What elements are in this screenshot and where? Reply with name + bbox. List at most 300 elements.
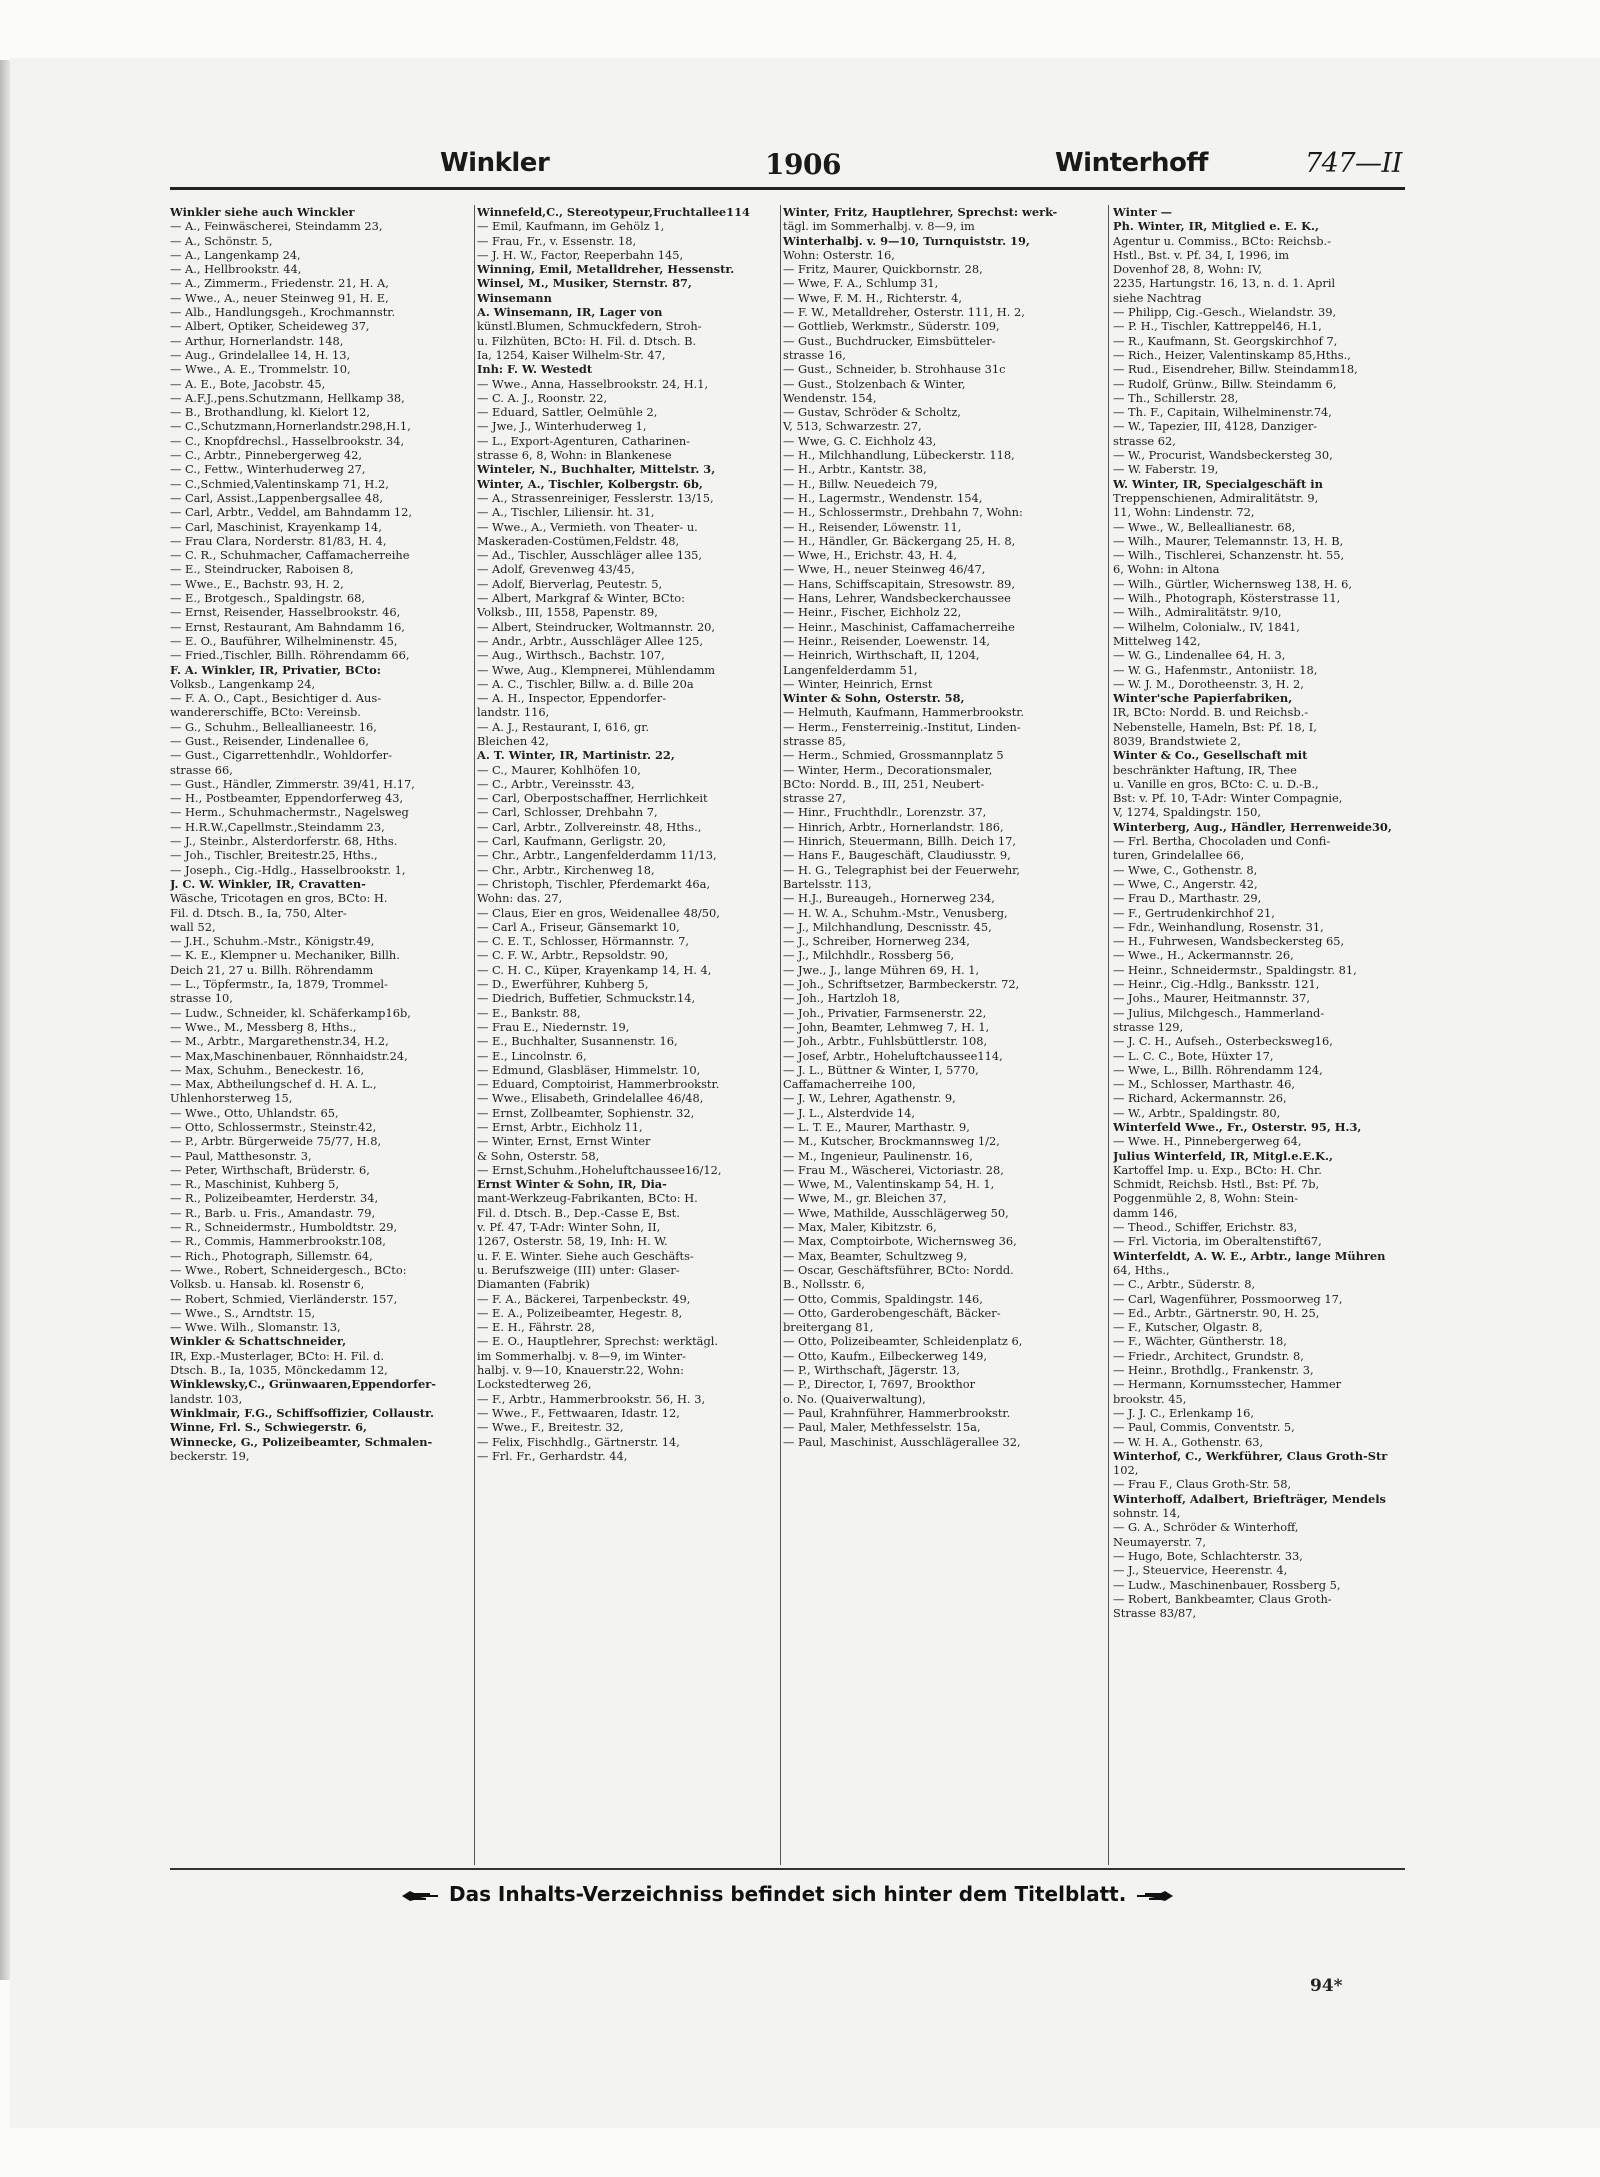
- directory-entry: — L., Export-Agenturen, Catharinen-: [477, 433, 691, 448]
- directory-entry: — Albert, Optiker, Scheideweg 37,: [170, 319, 370, 334]
- directory-entry: brookstr. 45,: [1113, 1391, 1187, 1406]
- directory-entry: — Gust., Schneider, b. Strohhause 31c: [783, 362, 1006, 377]
- directory-entry: — G., Schuhm., Belleallianeestr. 16,: [170, 719, 377, 734]
- directory-entry: — Max, Beamter, Schultzweg 9,: [783, 1248, 967, 1263]
- directory-entry: — F. W., Metalldreher, Osterstr. 111, H. 2,: [783, 305, 1025, 320]
- directory-entry: — Gust., Reisender, Lindenallee 6,: [170, 733, 370, 748]
- directory-entry: — Julius, Milchgesch., Hammerland-: [1113, 1005, 1325, 1020]
- directory-entry: — R., Maschinist, Kuhberg 5,: [170, 1177, 339, 1192]
- directory-entry: — A., Langenkamp 24,: [170, 247, 301, 262]
- directory-entry: — Max, Abtheilungschef d. H. A. L.,: [170, 1077, 377, 1092]
- pointing-hand-right-icon: [400, 1888, 442, 1904]
- directory-entry: Strasse 83/87,: [1113, 1606, 1197, 1621]
- directory-entry: — Heinr., Brothdlg., Frankenstr. 3,: [1113, 1363, 1314, 1378]
- directory-entry: — Frau F., Claus Groth-Str. 58,: [1113, 1477, 1292, 1492]
- directory-entry: strasse 62,: [1113, 433, 1176, 448]
- directory-entry: — Jwe, J., Winterhuderweg 1,: [477, 419, 647, 434]
- directory-entry: — H. G., Telegraphist bei der Feuerwehr,: [783, 862, 1020, 877]
- directory-entry: — Hermann, Kornumsstecher, Hammer: [1113, 1377, 1342, 1392]
- directory-entry: — Adolf, Grevenweg 43/45,: [477, 562, 635, 577]
- directory-entry: Maskeraden-Costümen,Feldstr. 48,: [477, 533, 680, 548]
- directory-entry: — P., Wirthschaft, Jägerstr. 13,: [783, 1363, 960, 1378]
- directory-entry: — F., Wächter, Güntherstr. 18,: [1113, 1334, 1287, 1349]
- directory-entry: — J. C. H., Aufseh., Osterbecksweg16,: [1113, 1034, 1333, 1049]
- directory-entry: — Wilh., Maurer, Telemannstr. 13, H. B,: [1113, 533, 1344, 548]
- directory-entry: — Andr., Arbtr., Ausschläger Allee 125,: [477, 633, 703, 648]
- header-right-keyword: Winterhoff: [1055, 148, 1208, 178]
- directory-entry: Inh: F. W. Westedt: [477, 362, 593, 377]
- directory-entry: — L. T. E., Maurer, Marthastr. 9,: [783, 1120, 970, 1134]
- directory-entry: — Emil, Kaufmann, im Gehölz 1,: [477, 219, 665, 234]
- directory-entry: — Wwe, C., Gothenstr. 8,: [1113, 862, 1258, 877]
- directory-entry: — Wwe., F., Fettwaaren, Idastr. 12,: [477, 1405, 680, 1420]
- column-2: [477, 205, 777, 1463]
- directory-entry: — Eduard, Sattler, Oelmühle 2,: [477, 405, 658, 420]
- directory-entry: Winterfeldt, A. W. E., Arbtr., lange Mühren: [1113, 1248, 1386, 1263]
- directory-entry: Winnecke, G., Polizeibeamter, Schmalen-: [170, 1434, 433, 1449]
- directory-entry: — C. E. T., Schlosser, Hörmannstr. 7,: [477, 934, 690, 949]
- directory-entry: — C. R., Schuhmacher, Caffamacherreihe: [170, 548, 410, 563]
- directory-entry: Caffamacherreihe 100,: [783, 1077, 916, 1092]
- directory-entry: — Rich., Heizer, Valentinskamp 85,Hths.,: [1113, 347, 1351, 362]
- directory-entry: Bartelsstr. 113,: [783, 876, 872, 891]
- directory-entry: — Paul, Krahnführer, Hammerbrookstr.: [783, 1405, 1011, 1420]
- directory-entry: — Heinr., Maschinist, Caffamacherreihe: [783, 619, 1015, 634]
- directory-entry: Winter, A., Tischler, Kolbergstr. 6b,: [477, 476, 703, 491]
- directory-entry: — Wwe., A. E., Trommelstr. 10,: [170, 362, 351, 377]
- directory-entry: — H., Billw. Neuedeich 79,: [783, 476, 938, 491]
- directory-entry: — R., Kaufmann, St. Georgskirchhof 7,: [1113, 333, 1338, 348]
- directory-entry: — Ed., Arbtr., Gärtnerstr. 90, H. 25,: [1113, 1305, 1320, 1320]
- directory-entry: sohnstr. 14,: [1113, 1506, 1181, 1521]
- column-3: [783, 205, 1083, 1449]
- pointing-hand-left-icon: [1133, 1888, 1175, 1904]
- directory-entry: — Wwe., Anna, Hasselbrookstr. 24, H.1,: [477, 376, 709, 391]
- directory-entry: — Rudolf, Grünw., Billw. Steindamm 6,: [1113, 376, 1337, 391]
- directory-entry: — Carl, Arbtr., Zollvereinstr. 48, Hths.,: [477, 819, 702, 834]
- directory-entry: Deich 21, 27 u. Billh. Röhrendamm: [170, 962, 374, 977]
- directory-entry: Ernst Winter & Sohn, IR, Dia-: [477, 1177, 667, 1192]
- directory-entry: — Frau D., Marthastr. 29,: [1113, 891, 1262, 906]
- directory-entry: — Wilh., Tischlerei, Schanzenstr. ht. 55,: [1113, 548, 1345, 563]
- directory-entry: — A., Schönstr. 5,: [170, 233, 273, 248]
- directory-entry: — Wwe., H., Ackermannstr. 26,: [1113, 948, 1294, 963]
- directory-entry: Lockstedterweg 26,: [477, 1377, 592, 1392]
- directory-entry: Winterhoff, Adalbert, Briefträger, Mendels: [1113, 1491, 1386, 1506]
- directory-entry: — Frl. Fr., Gerhardstr. 44,: [477, 1448, 628, 1463]
- directory-entry: — J., Steinbr., Alsterdorferstr. 68, Hths.: [170, 834, 398, 849]
- directory-entry: u. Filzhüten, BCto: H. Fil. d. Dtsch. B.: [477, 333, 697, 348]
- directory-entry: Volksb., Langenkamp 24,: [170, 676, 316, 691]
- directory-entry: damm 146,: [1113, 1205, 1178, 1220]
- column-4: [1113, 205, 1423, 1620]
- directory-entry: — Hinrich, Arbtr., Hornerlandstr. 186,: [783, 819, 1004, 834]
- directory-entry: — Robert, Schmied, Vierländerstr. 157,: [170, 1291, 398, 1306]
- directory-entry: — Wwe., A., neuer Steinweg 91, H. E,: [170, 290, 389, 305]
- directory-entry: — A. C., Tischler, Billw. a. d. Bille 20a: [477, 676, 694, 691]
- directory-entry: — Wwe, F. M. H., Richterstr. 4,: [783, 290, 962, 305]
- printer-signature: 94*: [1310, 1976, 1343, 1996]
- directory-entry: A. Winsemann, IR, Lager von: [477, 305, 663, 320]
- directory-entry: — Otto, Polizeibeamter, Schleidenplatz 6,: [783, 1334, 1023, 1349]
- header-rule: [170, 187, 1405, 190]
- directory-entry: — E. H., Fährstr. 28,: [477, 1320, 596, 1335]
- directory-entry: — C., Maurer, Kohlhöfen 10,: [477, 762, 641, 777]
- directory-entry: — Wwe, Mathilde, Ausschlägerweg 50,: [783, 1205, 1009, 1220]
- directory-entry: — Paul, Maler, Methfesselstr. 15a,: [783, 1420, 981, 1435]
- directory-entry: — Robert, Bankbeamter, Claus Groth-: [1113, 1591, 1332, 1606]
- directory-entry: — J. W., Lehrer, Agathenstr. 9,: [783, 1091, 956, 1106]
- directory-entry: — Wwe, M., Valentinskamp 54, H. 1,: [783, 1177, 995, 1192]
- directory-entry: — Rud., Eisendreher, Billw. Steindamm18,: [1113, 362, 1358, 377]
- directory-entry: — E. O., Hauptlehrer, Sprechst: werktägl.: [477, 1334, 719, 1349]
- directory-entry: Uhlenhorsterweg 15,: [170, 1091, 293, 1106]
- directory-entry: BCto: Nordd. B., III, 251, Neubert-: [783, 776, 985, 791]
- footer-note: [400, 1882, 1160, 1906]
- directory-entry: — Wwe, H., neuer Steinweg 46/47,: [783, 562, 986, 577]
- directory-entry: — Rich., Photograph, Sillemstr. 64,: [170, 1248, 373, 1263]
- directory-entry: — Wwe. Wilh., Slomanstr. 13,: [170, 1320, 341, 1335]
- directory-entry: — P., Arbtr. Bürgerweide 75/77, H.8,: [170, 1134, 382, 1149]
- directory-entry: — L., Töpfermstr., Ia, 1879, Trommel-: [170, 977, 388, 992]
- directory-entry: Winklewsky,C., Grünwaaren,Eppendorfer-: [170, 1377, 436, 1392]
- footer-rule: [170, 1868, 1405, 1870]
- column-divider: [474, 205, 475, 1865]
- directory-entry: — Wwe., M., Messberg 8, Hths.,: [170, 1019, 357, 1034]
- directory-entry: — E., Bankstr. 88,: [477, 1005, 581, 1020]
- directory-entry: Hstl., Bst. v. Pf. 34, I, 1996, im: [1113, 247, 1290, 262]
- directory-entry: — J. L., Alsterdvide 14,: [783, 1105, 915, 1120]
- directory-entry: — Gust., Händler, Zimmerstr. 39/41, H.17,: [170, 776, 415, 791]
- directory-entry: — D., Ewerführer, Kuhberg 5,: [477, 977, 649, 992]
- directory-entry: — Wwe, H., Erichstr. 43, H. 4,: [783, 548, 958, 563]
- directory-entry: — A., Feinwäscherei, Steindamm 23,: [170, 219, 383, 234]
- directory-entry: Bleichen 42,: [477, 733, 549, 748]
- directory-entry: — A. H., Inspector, Eppendorfer-: [477, 691, 667, 706]
- directory-entry: — Hugo, Bote, Schlachterstr. 33,: [1113, 1548, 1303, 1563]
- directory-entry: — C. F. W., Arbtr., Repsoldstr. 90,: [477, 948, 669, 963]
- directory-entry: Julius Winterfeld, IR, Mitgl.e.E.K.,: [1113, 1148, 1333, 1163]
- directory-entry: Winterhalbj. v. 9—10, Turnquiststr. 19,: [783, 233, 1030, 248]
- directory-entry: — Wwe., W., Belleallianestr. 68,: [1113, 519, 1296, 534]
- directory-entry: — M., Schlosser, Marthastr. 46,: [1113, 1077, 1295, 1092]
- directory-entry: Winterfeld Wwe., Fr., Osterstr. 95, H.3,: [1113, 1120, 1362, 1134]
- directory-entry: — H., Reisender, Löwenstr. 11,: [783, 519, 962, 534]
- column-1: [170, 205, 470, 1463]
- directory-entry: — Hans, Schiffscapitain, Stresowstr. 89,: [783, 576, 1015, 591]
- directory-entry: Agentur u. Commiss., BCto: Reichsb.-: [1113, 233, 1331, 248]
- directory-entry: — Aug., Grindelallee 14, H. 13,: [170, 347, 351, 362]
- directory-entry: — Ludw., Schneider, kl. Schäferkamp16b,: [170, 1005, 411, 1020]
- directory-entry: Winsel, M., Musiker, Sternstr. 87,: [477, 276, 692, 291]
- directory-entry: — Heinr., Fischer, Eichholz 22,: [783, 605, 962, 620]
- directory-entry: — Herm., Schmied, Grossmannplatz 5: [783, 748, 1004, 763]
- directory-entry: — Joh., Privatier, Farmsenerstr. 22,: [783, 1005, 987, 1020]
- directory-entry: Fil. d. Dtsch. B., Ia, 750, Alter-: [170, 905, 347, 920]
- directory-entry: Neumayerstr. 7,: [1113, 1534, 1206, 1549]
- directory-entry: IR, BCto: Nordd. B. und Reichsb.-: [1113, 705, 1309, 720]
- directory-entry: — E. A., Polizeibeamter, Hegestr. 8,: [477, 1305, 683, 1320]
- directory-entry: siehe Nachtrag: [1113, 290, 1202, 305]
- directory-entry: — K. E., Klempner u. Mechaniker, Billh.: [170, 948, 400, 963]
- directory-entry: — Ludw., Maschinenbauer, Rossberg 5,: [1113, 1577, 1341, 1592]
- directory-entry: Bst: v. Pf. 10, T-Adr: Winter Compagnie,: [1113, 791, 1343, 806]
- directory-entry: — C., Arbtr., Süderstr. 8,: [1113, 1277, 1256, 1292]
- directory-entry: IR, Exp.-Musterlager, BCto: H. Fil. d.: [170, 1348, 385, 1363]
- directory-entry: — Carl A., Friseur, Gänsemarkt 10,: [477, 919, 680, 934]
- directory-entry: Wäsche, Tricotagen en gros, BCto: H.: [170, 891, 388, 906]
- directory-entry: — Wwe., F., Breitestr. 32,: [477, 1420, 624, 1435]
- directory-entry: W. Winter, IR, Specialgeschäft in: [1113, 476, 1323, 491]
- directory-entry: 6, Wohn: in Altona: [1113, 562, 1220, 577]
- directory-entry: Winter & Sohn, Osterstr. 58,: [783, 691, 965, 706]
- directory-entry: — F. A., Bäckerei, Tarpenbeckstr. 49,: [477, 1291, 691, 1306]
- directory-entry: — Josef, Arbtr., Hoheluftchaussee114,: [783, 1048, 1003, 1063]
- directory-entry: — Hans, Lehrer, Wandsbeckerchaussee: [783, 591, 1011, 606]
- directory-entry: — Jwe., J., lange Mühren 69, H. 1,: [783, 962, 980, 977]
- directory-entry: & Sohn, Osterstr. 58,: [477, 1148, 600, 1163]
- directory-entry: Winter —: [1113, 205, 1173, 219]
- directory-entry: — Ernst, Arbtr., Eichholz 11,: [477, 1120, 643, 1134]
- directory-entry: — Paul, Maschinist, Ausschlägerallee 32,: [783, 1434, 1021, 1449]
- directory-entry: Volksb. u. Hansab. kl. Rosenstr 6,: [170, 1277, 365, 1292]
- directory-entry: — Felix, Fischhdlg., Gärtnerstr. 14,: [477, 1434, 680, 1449]
- directory-entry: Winter & Co., Gesellschaft mit: [1113, 748, 1308, 763]
- directory-entry: strasse 129,: [1113, 1019, 1184, 1034]
- directory-entry: Langenfelderdamm 51,: [783, 662, 918, 677]
- directory-entry: — H.J., Bureaugeh., Hornerweg 234,: [783, 891, 995, 906]
- directory-entry: — Joh., Hartzloh 18,: [783, 991, 900, 1006]
- directory-entry: künstl.Blumen, Schmuckfedern, Stroh-: [477, 319, 702, 334]
- directory-entry: u. Vanille en gros, BCto: C. u. D.-B.,: [1113, 776, 1319, 791]
- directory-entry: — E., Lincolnstr. 6,: [477, 1048, 587, 1063]
- directory-entry: u. Berufszweige (III) unter: Glaser-: [477, 1262, 680, 1277]
- directory-entry: Schmidt, Reichsb. Hstl., Bst: Pf. 7b,: [1113, 1177, 1320, 1192]
- directory-entry: — C.,Schutzmann,Hornerlandstr.298,H.1,: [170, 419, 411, 434]
- directory-entry: — Hans F., Baugeschäft, Claudiusstr. 9,: [783, 848, 1011, 863]
- header-left-keyword: Winkler: [440, 148, 550, 178]
- directory-entry: — Wwe. H., Pinnebergerweg 64,: [1113, 1134, 1302, 1149]
- directory-entry: — Frau Clara, Norderstr. 81/83, H. 4,: [170, 533, 387, 548]
- directory-entry: — Wwe., A., Vermieth. von Theater- u.: [477, 519, 698, 534]
- directory-entry: — Th. F., Capitain, Wilhelminenstr.74,: [1113, 405, 1332, 420]
- directory-entry: Winkler siehe auch Winckler: [170, 205, 355, 219]
- directory-entry: — Winter, Ernst, Ernst Winter: [477, 1134, 651, 1149]
- directory-entry: — Joh., Tischler, Breitestr.25, Hths.,: [170, 848, 378, 863]
- directory-entry: strasse 66,: [170, 762, 233, 777]
- directory-entry: — E., Buchhalter, Susannenstr. 16,: [477, 1034, 678, 1049]
- directory-entry: — Ernst, Reisender, Hasselbrookstr. 46,: [170, 605, 401, 620]
- directory-entry: — Carl, Arbtr., Veddel, am Bahndamm 12,: [170, 505, 413, 520]
- directory-entry: Winter, Fritz, Hauptlehrer, Sprechst: werk-: [783, 205, 1058, 219]
- directory-entry: — A., Tischler, Liliensir. ht. 31,: [477, 505, 655, 520]
- directory-entry: — Wwe, Aug., Klempnerei, Mühlendamm: [477, 662, 716, 677]
- directory-entry: — A., Strassenreiniger, Fesslerstr. 13/15,: [477, 490, 714, 505]
- directory-entry: strasse 27,: [783, 791, 846, 806]
- directory-entry: Wohn: Osterstr. 16,: [783, 247, 895, 262]
- directory-entry: Dovenhof 28, 8, Wohn: IV,: [1113, 262, 1263, 277]
- directory-entry: — A., Hellbrookstr. 44,: [170, 262, 302, 277]
- directory-entry: — Wwe., Elisabeth, Grindelallee 46/48,: [477, 1091, 704, 1106]
- directory-entry: — Gust., Stolzenbach & Winter,: [783, 376, 966, 391]
- directory-entry: Fil. d. Dtsch. B., Dep.-Casse E, Bst.: [477, 1205, 680, 1220]
- directory-entry: landstr. 103,: [170, 1391, 243, 1406]
- directory-entry: — A. E., Bote, Jacobstr. 45,: [170, 376, 326, 391]
- directory-entry: — Adolf, Bierverlag, Peutestr. 5,: [477, 576, 663, 591]
- page-number: 747—II: [1305, 148, 1402, 179]
- directory-entry: — Fritz, Maurer, Quickbornstr. 28,: [783, 262, 983, 277]
- directory-entry: 8039, Brandstwiete 2,: [1113, 733, 1241, 748]
- directory-entry: — Otto, Garderobengeschäft, Bäcker-: [783, 1305, 1001, 1320]
- directory-entry: — G. A., Schröder & Winterhoff,: [1113, 1520, 1299, 1535]
- directory-entry: strasse 6, 8, Wohn: in Blankenese: [477, 448, 672, 463]
- directory-entry: wall 52,: [170, 919, 216, 934]
- directory-entry: 2235, Hartungstr. 16, 13, n. d. 1. April: [1113, 276, 1336, 291]
- directory-entry: — A.F.J.,pens.Schutzmann, Hellkamp 38,: [170, 390, 405, 405]
- directory-entry: — Carl, Assist.,Lappenbergsallee 48,: [170, 490, 383, 505]
- directory-entry: — Christoph, Tischler, Pferdemarkt 46a,: [477, 876, 711, 891]
- column-divider: [1108, 205, 1109, 1865]
- directory-entry: — Wwe, G. C. Eichholz 43,: [783, 433, 937, 448]
- directory-entry: mant-Werkzeug-Fabrikanten, BCto: H.: [477, 1191, 698, 1206]
- directory-entry: — R., Commis, Hammerbrookstr.108,: [170, 1234, 386, 1249]
- directory-entry: Winterhof, C., Werkführer, Claus Groth-Str: [1113, 1448, 1388, 1463]
- directory-entry: — Arthur, Hornerlandstr. 148,: [170, 333, 344, 348]
- directory-entry: Kartoffel Imp. u. Exp., BCto: H. Chr.: [1113, 1162, 1322, 1177]
- directory-entry: Winne, Frl. S., Schwiegerstr. 6,: [170, 1420, 368, 1435]
- directory-entry: — Gottlieb, Werkmstr., Süderstr. 109,: [783, 319, 1000, 334]
- footer-text: Das Inhalts-Verzeichniss befindet sich hinter dem Titelblatt.: [448, 1882, 1127, 1906]
- directory-entry: Poggenmühle 2, 8, Wohn: Stein-: [1113, 1191, 1299, 1206]
- directory-entry: — Eduard, Comptoirist, Hammerbrookstr.: [477, 1077, 720, 1092]
- directory-entry: Wohn: das. 27,: [477, 891, 563, 906]
- directory-entry: — Hinrich, Steuermann, Billh. Deich 17,: [783, 834, 1016, 849]
- directory-entry: — Chr., Arbtr., Kirchenweg 18,: [477, 862, 655, 877]
- directory-entry: — Philipp, Cig.-Gesch., Wielandstr. 39,: [1113, 305, 1337, 320]
- directory-entry: — H., Postbeamter, Eppendorferweg 43,: [170, 791, 404, 806]
- directory-entry: — R., Polizeibeamter, Herderstr. 34,: [170, 1191, 379, 1206]
- directory-entry: — W. Faberstr. 19,: [1113, 462, 1219, 477]
- directory-entry: — P., Director, I, 7697, Brookthor: [783, 1377, 976, 1392]
- directory-entry: — W. H. A., Gothenstr. 63,: [1113, 1434, 1264, 1449]
- directory-entry: — Wwe, F. A., Schlump 31,: [783, 276, 939, 291]
- directory-entry: halbj. v. 9—10, Knauerstr.22, Wohn:: [477, 1363, 684, 1378]
- directory-entry: — C.,Schmied,Valentinskamp 71, H.2,: [170, 476, 389, 491]
- directory-entry: — Friedr., Architect, Grundstr. 8,: [1113, 1348, 1304, 1363]
- directory-entry: — Carl, Oberpostschaffner, Herrlichkeit: [477, 791, 708, 806]
- directory-entry: — Alb., Handlungsgeh., Krochmannstr.: [170, 305, 396, 320]
- directory-entry: — Paul, Commis, Conventstr. 5,: [1113, 1420, 1295, 1435]
- directory-entry: Winnefeld,C., Stereotypeur,Fruchtallee114: [477, 205, 750, 219]
- directory-entry: — Ad., Tischler, Ausschläger allee 135,: [477, 548, 703, 563]
- directory-entry: 64, Hths.,: [1113, 1262, 1170, 1277]
- directory-entry: — Fried.,Tischler, Billh. Röhrendamm 66,: [170, 648, 410, 663]
- directory-entry: v. Pf. 47, T-Adr: Winter Sohn, II,: [477, 1220, 661, 1235]
- directory-entry: — Carl, Maschinist, Krayenkamp 14,: [170, 519, 382, 534]
- directory-entry: landstr. 116,: [477, 705, 550, 720]
- directory-entry: — H., Händler, Gr. Bäckergang 25, H. 8,: [783, 533, 1016, 548]
- directory-entry: — W., Tapezier, III, 4128, Danziger-: [1113, 419, 1318, 434]
- directory-entry: tägl. im Sommerhalbj. v. 8—9, im: [783, 219, 975, 234]
- directory-entry: — Helmuth, Kaufmann, Hammerbrookstr.: [783, 705, 1025, 720]
- directory-entry: — B., Brothandlung, kl. Kielort 12,: [170, 405, 371, 420]
- directory-entry: — Frau M., Wäscherei, Victoriastr. 28,: [783, 1162, 1004, 1177]
- directory-entry: — H., Schlossermstr., Drehbahn 7, Wohn:: [783, 505, 1023, 520]
- directory-entry: — C. H. C., Küper, Krayenkamp 14, H. 4,: [477, 962, 712, 977]
- directory-entry: Winter'sche Papierfabriken,: [1113, 691, 1293, 706]
- directory-entry: — Winter, Herm., Decorationsmaler,: [783, 762, 993, 777]
- directory-entry: — H. W. A., Schuhm.-Mstr., Venusberg,: [783, 905, 1008, 920]
- directory-entry: 11, Wohn: Lindenstr. 72,: [1113, 505, 1255, 520]
- directory-entry: — Ernst,Schuhm.,Hoheluftchaussee16/12,: [477, 1162, 722, 1177]
- directory-entry: — J. H. W., Factor, Reeperbahn 145,: [477, 247, 684, 262]
- directory-entry: — Wwe, L., Billh. Röhrendamm 124,: [1113, 1062, 1323, 1077]
- directory-entry: V, 513, Schwarzestr. 27,: [783, 419, 922, 434]
- directory-entry: — W. G., Lindenallee 64, H. 3,: [1113, 648, 1286, 663]
- directory-entry: — Frl. Bertha, Chocoladen und Confi-: [1113, 834, 1331, 849]
- directory-entry: — Joh., Arbtr., Fuhlsbüttlerstr. 108,: [783, 1034, 988, 1049]
- directory-entry: — R., Barb. u. Fris., Amandastr. 79,: [170, 1205, 376, 1220]
- directory-entry: B., Nollsstr. 6,: [783, 1277, 865, 1292]
- directory-entry: — H.R.W.,Capellmstr.,Steindamm 23,: [170, 819, 385, 834]
- directory-entry: Winsemann: [477, 290, 552, 305]
- directory-entry: Diamanten (Fabrik): [477, 1277, 590, 1292]
- directory-entry: — Aug., Wirthsch., Bachstr. 107,: [477, 648, 665, 663]
- directory-entry: — C., Knopfdrechsl., Hasselbrookstr. 34,: [170, 433, 405, 448]
- directory-entry: Nebenstelle, Hameln, Bst: Pf. 18, I,: [1113, 719, 1317, 734]
- directory-entry: Winteler, N., Buchhalter, Mittelstr. 3,: [477, 462, 716, 477]
- directory-entry: — Winter, Heinrich, Ernst: [783, 676, 933, 691]
- directory-entry: Winterberg, Aug., Händler, Herrenweide30,: [1113, 819, 1392, 834]
- directory-entry: Mittelweg 142,: [1113, 633, 1201, 648]
- directory-entry: — Max, Schuhm., Beneckestr. 16,: [170, 1062, 365, 1077]
- directory-entry: — W., Procurist, Wandsbeckersteg 30,: [1113, 448, 1333, 463]
- directory-entry: beschränkter Haftung, IR, Thee: [1113, 762, 1297, 777]
- directory-entry: — R., Schneidermstr., Humboldtstr. 29,: [170, 1220, 398, 1235]
- directory-entry: o. No. (Quaiverwaltung),: [783, 1391, 926, 1406]
- previous-page-edge: [0, 60, 10, 1980]
- directory-entry: — Albert, Steindrucker, Woltmannstr. 20,: [477, 619, 716, 634]
- directory-entry: — Carl, Wagenführer, Possmoorweg 17,: [1113, 1291, 1343, 1306]
- directory-entry: — John, Beamter, Lehmweg 7, H. 1,: [783, 1019, 990, 1034]
- directory-entry: 1267, Osterstr. 58, 19, Inh: H. W.: [477, 1234, 668, 1249]
- directory-entry: — Heinr., Reisender, Loewenstr. 14,: [783, 633, 991, 648]
- directory-entry: Winning, Emil, Metalldreher, Hessenstr.: [477, 262, 735, 277]
- directory-entry: — W., Arbtr., Spaldingstr. 80,: [1113, 1105, 1281, 1120]
- directory-entry: J. C. W. Winkler, IR, Cravatten-: [170, 876, 366, 891]
- directory-entry: — H., Lagermstr., Wendenstr. 154,: [783, 490, 983, 505]
- directory-entry: — F. A. O., Capt., Besichtiger d. Aus-: [170, 691, 382, 706]
- directory-entry: turen, Grindelallee 66,: [1113, 848, 1245, 863]
- directory-entry: — J., Steuervice, Heerenstr. 4,: [1113, 1563, 1288, 1578]
- directory-entry: — Ernst, Zollbeamter, Sophienstr. 32,: [477, 1105, 695, 1120]
- directory-entry: — Fdr., Weinhandlung, Rosenstr. 31,: [1113, 919, 1324, 934]
- directory-entry: Winkler & Schattschneider,: [170, 1334, 347, 1349]
- directory-entry: strasse 10,: [170, 991, 233, 1006]
- directory-entry: — Wwe., S., Arndtstr. 15,: [170, 1305, 316, 1320]
- directory-entry: — Otto, Schlossermstr., Steinstr.42,: [170, 1120, 377, 1134]
- directory-entry: — Heinr., Schneidermstr., Spaldingstr. 81,: [1113, 962, 1357, 977]
- directory-entry: — Max, Maler, Kibitzstr. 6,: [783, 1220, 937, 1235]
- directory-entry: Ia, 1254, Kaiser Wilhelm-Str. 47,: [477, 347, 666, 362]
- directory-entry: — M., Arbtr., Margarethenstr.34, H.2,: [170, 1034, 389, 1049]
- directory-entry: — A. J., Restaurant, I, 616, gr.: [477, 719, 650, 734]
- directory-entry: — Wwe, M., gr. Bleichen 37,: [783, 1191, 947, 1206]
- directory-entry: — Carl, Kaufmann, Gerligstr. 20,: [477, 834, 667, 849]
- directory-entry: strasse 16,: [783, 347, 846, 362]
- directory-entry: strasse 85,: [783, 733, 846, 748]
- directory-entry: — W. J. M., Dorotheenstr. 3, H. 2,: [1113, 676, 1304, 691]
